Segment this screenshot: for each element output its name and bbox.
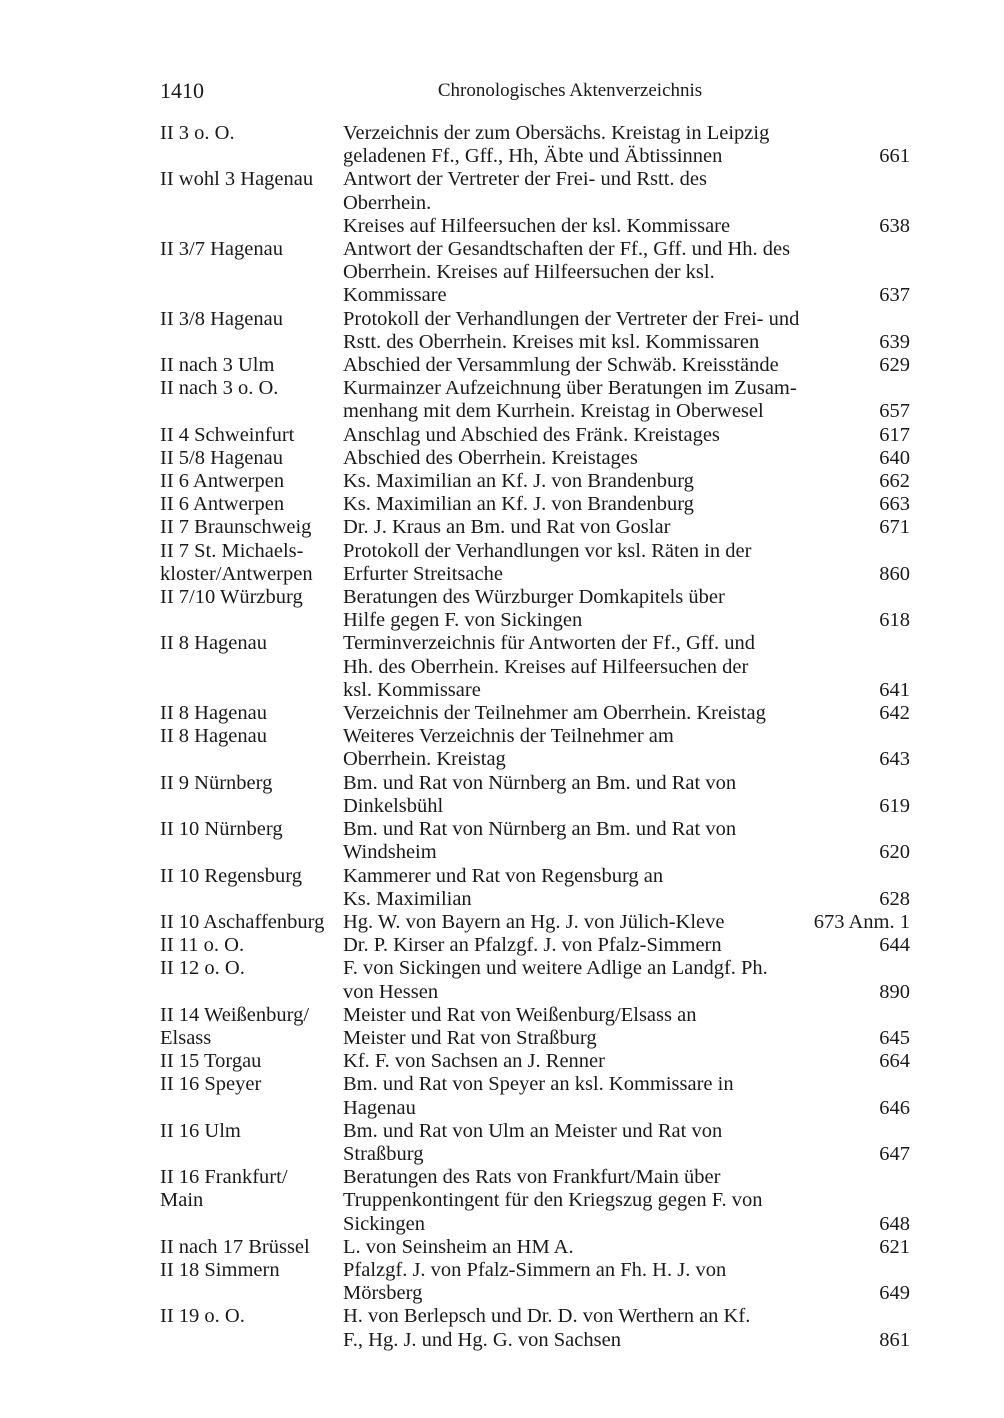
entry-reference: 628	[879, 887, 910, 910]
entry-reference: 643	[879, 748, 910, 771]
entry-title: Terminverzeichnis für Antworten der Ff., Gff. und Hh. des Oberrhein. Kreises auf Hilfeersuchen der ksl. Kommissare	[343, 632, 756, 701]
entry-date: II 6 Antwerpen	[160, 470, 285, 493]
entry-date: II 9 Nürnberg	[160, 771, 273, 794]
entry-title: Bm. und Rat von Nürnberg an Bm. und Rat von Dinkelsbühl	[343, 771, 737, 817]
entry-reference: 861	[879, 1328, 910, 1351]
entry-date: II wohl 3 Hagenau	[160, 168, 314, 191]
entry-reference: 673 Anm. 1	[813, 910, 910, 933]
entry-reference: 645	[879, 1026, 910, 1049]
entry-title: Kurmainzer Aufzeichnung über Beratungen im Zusam- menhang mit dem Kurrhein. Kreistag in Oberwesel	[343, 377, 797, 423]
entry-reference: 629	[879, 354, 910, 377]
entry-reference: 639	[879, 330, 910, 353]
entry-date: II 19 o. O.	[160, 1305, 245, 1328]
list-item	[160, 1050, 910, 1073]
entry-title: Weiteres Verzeichnis der Teilnehmer am Oberrhein. Kreistag	[343, 725, 674, 771]
list-item	[160, 1004, 910, 1050]
entry-date: II 14 Weißenburg/ Elsass	[160, 1003, 310, 1049]
entry-date: II 3/8 Hagenau	[160, 307, 283, 330]
entry-title: Dr. J. Kraus an Bm. und Rat von Goslar	[343, 516, 671, 539]
entry-title: Bm. und Rat von Speyer an ksl. Kommissare in Hagenau	[343, 1073, 734, 1119]
entry-title: H. von Berlepsch und Dr. D. von Werthern an Kf. F., Hg. J. und Hg. G. von Sachsen	[343, 1305, 751, 1351]
entry-date: II 3/7 Hagenau	[160, 238, 283, 261]
list-item	[160, 865, 910, 911]
list-item	[160, 1259, 910, 1305]
entry-title: Ks. Maximilian an Kf. J. von Brandenburg	[343, 470, 694, 493]
entry-reference: 621	[879, 1235, 910, 1258]
list-item	[160, 516, 910, 539]
list-item	[160, 168, 910, 238]
list-item	[160, 493, 910, 516]
entry-reference: 657	[879, 400, 910, 423]
entry-title: Dr. P. Kirser an Pfalzgf. J. von Pfalz-Simmern	[343, 934, 722, 957]
entry-reference: 661	[879, 145, 910, 168]
list-item	[160, 308, 910, 354]
entry-reference: 890	[879, 980, 910, 1003]
entry-date: II 7/10 Würzburg	[160, 586, 303, 609]
entry-reference: 642	[879, 702, 910, 725]
entry-reference: 671	[879, 516, 910, 539]
entry-reference: 620	[879, 841, 910, 864]
entry-date: II 12 o. O.	[160, 957, 245, 980]
list-item	[160, 702, 910, 725]
entry-title: Kf. F. von Sachsen an J. Renner	[343, 1050, 605, 1073]
entry-title: Ks. Maximilian an Kf. J. von Brandenburg	[343, 493, 694, 516]
entry-title: Antwort der Gesandtschaften der Ff., Gff. und Hh. des Oberrhein. Kreises auf Hilfeersuchen der ksl. Kommissare	[343, 238, 791, 307]
list-item	[160, 632, 910, 702]
list-item	[160, 1236, 910, 1259]
list-item	[160, 772, 910, 818]
list-item	[160, 470, 910, 493]
entry-title: Abschied des Oberrhein. Kreistages	[343, 446, 638, 469]
entry-reference: 664	[879, 1050, 910, 1073]
entry-reference: 640	[879, 446, 910, 469]
entry-title: Kammerer und Rat von Regensburg an Ks. Maximilian	[343, 864, 664, 910]
entry-reference: 641	[879, 678, 910, 701]
entry-title: Meister und Rat von Weißenburg/Elsass an Meister und Rat von Straßburg	[343, 1003, 697, 1049]
entry-date: II 8 Hagenau	[160, 725, 268, 748]
list-item	[160, 1305, 910, 1351]
entry-date: II 11 o. O.	[160, 934, 245, 957]
entry-date: II 4 Schweinfurt	[160, 423, 295, 446]
entry-reference: 649	[879, 1282, 910, 1305]
entry-reference: 648	[879, 1212, 910, 1235]
entry-title: Verzeichnis der zum Obersächs. Kreistag in Leipzig geladenen Ff., Gff., Hh, Äbte und Äbtissinnen	[343, 122, 770, 168]
entry-date: II 6 Antwerpen	[160, 493, 285, 516]
entry-reference: 638	[879, 214, 910, 237]
list-item	[160, 1166, 910, 1236]
list-item	[160, 238, 910, 308]
entry-title: Verzeichnis der Teilnehmer am Oberrhein. Kreistag	[343, 702, 766, 725]
entry-date: II 5/8 Hagenau	[160, 446, 283, 469]
entry-reference: 663	[879, 493, 910, 516]
entry-date: II 18 Simmern	[160, 1258, 280, 1281]
entry-date: II 10 Nürnberg	[160, 818, 283, 841]
entry-title: Beratungen des Würzburger Domkapitels über Hilfe gegen F. von Sickingen	[343, 586, 725, 632]
entry-reference: 662	[879, 470, 910, 493]
entry-reference: 617	[879, 423, 910, 446]
entry-date: II 10 Aschaffenburg	[160, 910, 325, 933]
list-item	[160, 586, 910, 632]
list-item	[160, 1073, 910, 1119]
entry-date: II 8 Hagenau	[160, 702, 268, 725]
entry-date: II 16 Frankfurt/ Main	[160, 1166, 288, 1212]
list-item	[160, 818, 910, 864]
entry-title: Abschied der Versammlung der Schwäb. Kreisstände	[343, 354, 779, 377]
entry-reference: 619	[879, 794, 910, 817]
entry-list	[160, 122, 910, 1352]
list-item	[160, 122, 910, 168]
list-item	[160, 354, 910, 377]
entry-title: Pfalzgf. J. von Pfalz-Simmern an Fh. H. J. von Mörsberg	[343, 1258, 727, 1305]
entry-title: Anschlag und Abschied des Fränk. Kreistages	[343, 423, 720, 446]
page-header	[160, 76, 910, 106]
list-item	[160, 934, 910, 957]
entry-reference: 644	[879, 934, 910, 957]
entry-title: Protokoll der Verhandlungen der Vertreter der Frei- und Rstt. des Oberrhein. Kreises mit ksl. Kommissaren	[343, 307, 800, 353]
entry-reference: 647	[879, 1142, 910, 1165]
entry-date: II 15 Torgau	[160, 1050, 262, 1073]
entry-title: F. von Sickingen und weitere Adlige an Landgf. Ph. von Hessen	[343, 957, 768, 1003]
entry-title: Bm. und Rat von Ulm an Meister und Rat von Straßburg	[343, 1119, 723, 1165]
entry-date: II 7 Braunschweig	[160, 516, 312, 539]
entry-reference: 860	[879, 562, 910, 585]
entry-date: II 10 Regensburg	[160, 864, 302, 887]
list-item	[160, 424, 910, 447]
entry-title: Hg. W. von Bayern an Hg. J. von Jülich-Kleve	[343, 910, 725, 933]
list-item	[160, 540, 910, 586]
entry-reference: 618	[879, 609, 910, 632]
entry-reference: 637	[879, 284, 910, 307]
entry-date: II nach 17 Brüssel	[160, 1235, 310, 1258]
entry-date: II 7 St. Michaels- kloster/Antwerpen	[160, 539, 313, 585]
list-item	[160, 377, 910, 423]
page-number: 1410	[160, 78, 204, 103]
entry-date: II nach 3 Ulm	[160, 354, 275, 377]
entry-title: L. von Seinsheim an HM A.	[343, 1235, 574, 1258]
list-item	[160, 447, 910, 470]
entry-title: Antwort der Vertreter der Frei- und Rstt. des Oberrhein. Kreises auf Hilfeersuchen der ksl. Kommissare	[343, 168, 731, 237]
list-item	[160, 957, 910, 1003]
list-item	[160, 725, 910, 771]
running-title: Chronologisches Aktenverzeichnis	[437, 80, 703, 101]
list-item	[160, 911, 910, 934]
entry-date: II 16 Speyer	[160, 1073, 262, 1096]
entry-title: Protokoll der Verhandlungen vor ksl. Räten in der Erfurter Streitsache	[343, 539, 752, 585]
entry-date: II 8 Hagenau	[160, 632, 268, 655]
entry-date: II 16 Ulm	[160, 1119, 241, 1142]
entry-reference: 646	[879, 1096, 910, 1119]
entry-title: Bm. und Rat von Nürnberg an Bm. und Rat von Windsheim	[343, 818, 737, 864]
list-item	[160, 1120, 910, 1166]
entry-date: II nach 3 o. O.	[160, 377, 279, 400]
entry-date: II 3 o. O.	[160, 122, 235, 144]
entry-title: Beratungen des Rats von Frankfurt/Main über Truppenkontingent für den Kriegszug gegen F. von Sickingen	[343, 1166, 763, 1235]
